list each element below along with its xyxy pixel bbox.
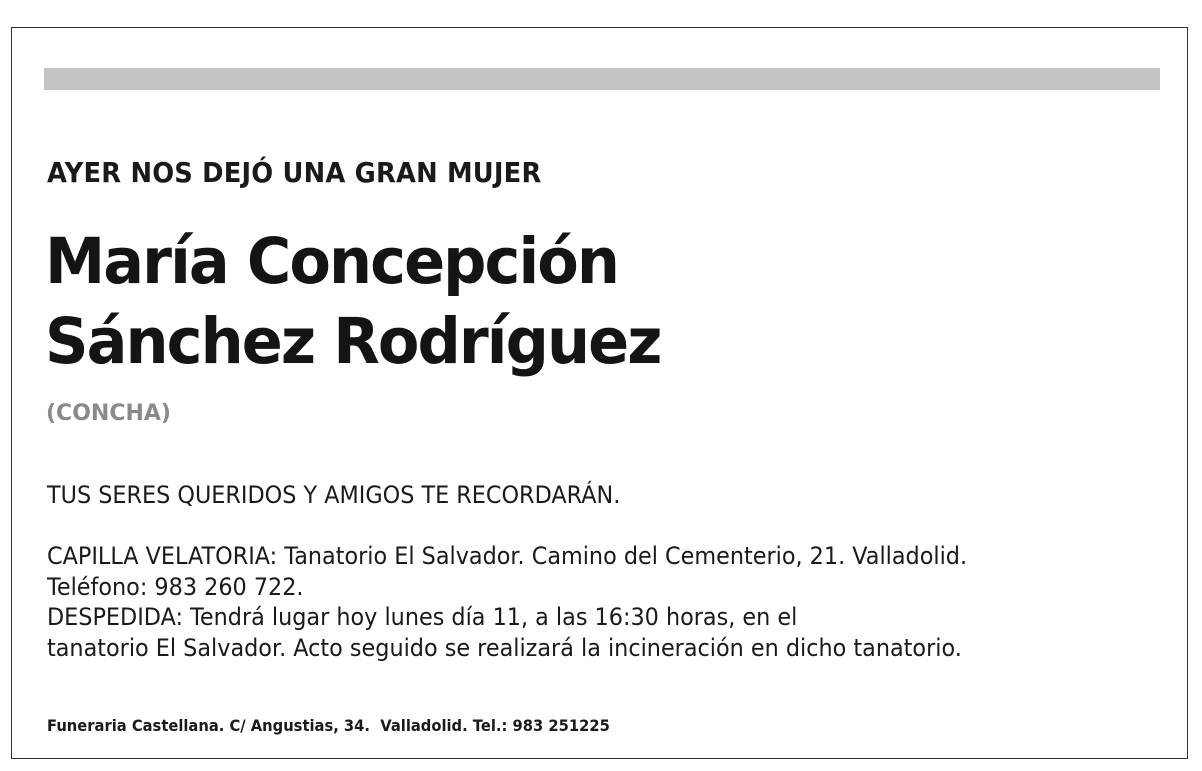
details-line-1: CAPILLA VELATORIA: Tanatorio El Salvador. Camino del Cementerio, 21. Valladolid. bbox=[47, 542, 968, 570]
funeral-home-footer: Funeraria Castellana. C/ Angustias, 34. Valladolid. Tel.: 983 251225 bbox=[47, 716, 610, 735]
notice-kicker: AYER NOS DEJÓ UNA GRAN MUJER bbox=[47, 156, 542, 189]
remembrance-line: TUS SERES QUERIDOS Y AMIGOS TE RECORDARÁN. bbox=[47, 481, 621, 509]
details-line-3: DESPEDIDA: Tendrá lugar hoy lunes día 11, a las 16:30 horas, en el bbox=[47, 603, 798, 631]
service-details bbox=[47, 541, 967, 663]
deceased-nickname: (CONCHA) bbox=[46, 401, 171, 426]
deceased-name bbox=[45, 222, 661, 382]
header-bar bbox=[44, 68, 1160, 90]
deceased-name-line-1: María Concepción bbox=[45, 225, 619, 298]
deceased-name-line-2: Sánchez Rodríguez bbox=[45, 305, 661, 378]
details-line-2: Teléfono: 983 260 722. bbox=[47, 572, 304, 601]
details-line-4: tanatorio El Salvador. Acto seguido se realizará la incineración en dicho tanatorio. bbox=[47, 633, 962, 662]
